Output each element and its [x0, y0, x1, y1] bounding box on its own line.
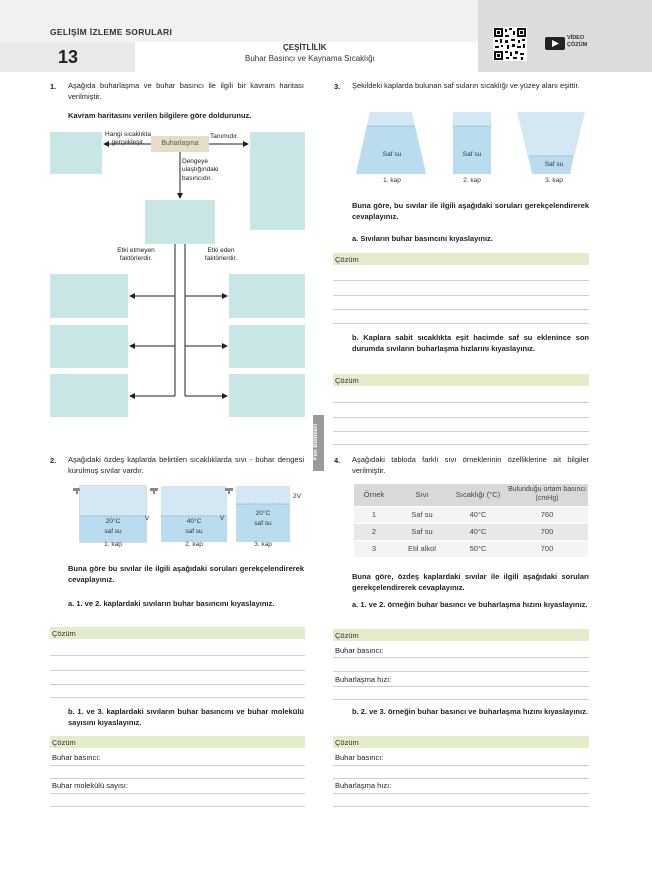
q4-part-b: b. 2. ve 3. örneğin buhar basıncı ve buharlaşma hızını kıyaslayınız. — [352, 707, 588, 716]
topic-title: ÇEŞİTLİLİK — [283, 43, 327, 52]
q3-part-a: a. Sıvıların buhar basıncını kıyaslayınız. — [352, 234, 493, 243]
q3-a-line-2[interactable] — [333, 295, 589, 296]
q1-concept-map-arrows — [0, 0, 320, 430]
q4-b-line-4[interactable] — [333, 806, 589, 807]
q4-number: 4. — [334, 456, 341, 465]
q2-kap1-volume: V — [144, 515, 150, 522]
q3-part-b: b. Kaplara sabit sıcaklıkta eşit hacimde saf su eklenince son durumda sıvıların buharlaşma hızlarını kıyaslayınız. — [352, 333, 589, 354]
q4-cell: 3 — [354, 540, 394, 557]
q2-b-line-3[interactable] — [50, 793, 305, 794]
q3-instruction: Buna göre, bu sıvılar ile ilgili aşağıdaki soruları gerekçelendirerek cevaplayınız. — [352, 201, 589, 222]
q2-a-line-2[interactable] — [50, 670, 305, 671]
q2-kap3-liquid: saf su — [254, 520, 272, 527]
q2-prompt: Aşağıdaki özdeş kaplarda belirtilen sıcaklıklarda sıvı - buhar dengesi kurulmuş sıvılar vardır. — [68, 455, 304, 476]
q1-prompt: Aşağıda buharlaşma ve buhar basıncı ile ilgili bir kavram haritası verilmiştir. — [68, 81, 304, 102]
q4-a-line-4[interactable] — [333, 699, 589, 700]
q4-cell: 1 — [354, 506, 394, 523]
video-label-line1: VİDEO — [567, 35, 585, 41]
q2-a-line-1[interactable] — [50, 655, 305, 656]
q3-b-line-4[interactable] — [333, 444, 589, 445]
table-row — [354, 523, 588, 540]
q2-a-solution-band: Çözüm — [50, 627, 305, 639]
q2-a-line-4[interactable] — [50, 697, 305, 698]
q3-kap1-liquid: Saf su — [382, 151, 402, 158]
q4-cell: 700 — [506, 523, 588, 540]
q3-a-line-4[interactable] — [333, 323, 589, 324]
series-title: GELİŞİM İZLEME SORULARI — [50, 27, 173, 37]
q4-b-rate-label: Buharlaşma hızı: — [335, 781, 392, 790]
q2-kap2-caption: 2. kap — [185, 541, 203, 548]
q3-a-solution-band: Çözüm — [333, 253, 589, 265]
q3-kap1-caption: 1. kap — [383, 177, 401, 184]
q1-label-temperature: Hangi sıcaklıkta gerçekleşir. — [105, 131, 151, 147]
q2-b-pressure-label: Buhar basıncı: — [52, 753, 101, 762]
q4-cell: 2 — [354, 523, 394, 540]
q4-cell: 50°C — [450, 540, 506, 557]
table-row — [354, 540, 588, 557]
topic-subtitle: Buhar Basıncı ve Kaynama Sıcaklığı — [245, 54, 375, 63]
q2-b-molecule-label: Buhar molekülü sayısı: — [52, 781, 128, 790]
video-label-line2: ÇÖZÜM — [567, 41, 588, 48]
q4-th-sivi: Sıvı — [394, 484, 450, 506]
q2-kap2-liquid: saf su — [185, 528, 203, 535]
video-play-icon[interactable] — [545, 37, 565, 50]
q3-kap3-caption: 3. kap — [545, 177, 563, 184]
qr-code-icon[interactable] — [493, 27, 527, 61]
q4-a-line-1[interactable] — [333, 657, 589, 658]
q3-b-line-1[interactable] — [333, 402, 589, 403]
q4-th-sicaklik: Sıcaklığı (°C) — [450, 484, 506, 506]
page-number: 13 — [58, 47, 79, 67]
q3-b-solution-band: Çözüm — [333, 374, 589, 386]
q3-b-line-2[interactable] — [333, 417, 589, 418]
q2-part-b: b. 1. ve 3. kaplardaki sıvıların buhar basıncını ve buhar molekülü sayısını kıyaslayınız. — [68, 707, 304, 728]
q4-th-ornek: Örnek — [354, 484, 394, 506]
q3-prompt: Şekildeki kaplarda bulunan saf suların sıcaklığı ve yüzey alanı eşittir. — [352, 81, 580, 90]
video-solution-label[interactable] — [567, 35, 587, 49]
q4-a-rate-label: Buharlaşma hızı: — [335, 675, 392, 684]
q4-b-line-2[interactable] — [333, 778, 589, 779]
q1-center-concept: Buharlaşma — [151, 136, 209, 152]
q2-b-solution-band: Çözüm — [50, 736, 305, 748]
q4-a-solution-band: Çözüm — [333, 629, 589, 641]
q4-b-solution-band: Çözüm — [333, 736, 589, 748]
q4-cell: Etil alkol — [394, 540, 450, 557]
q4-part-a: a. 1. ve 2. örneğin buhar basıncı ve buharlaşma hızını kıyaslayınız. — [352, 600, 588, 609]
q2-kap1-caption: 1. kap — [104, 541, 122, 548]
q3-a-line-3[interactable] — [333, 309, 589, 310]
q4-a-pressure-label: Buhar basıncı: — [335, 646, 384, 655]
q2-number: 2. — [50, 456, 57, 465]
q2-a-line-3[interactable] — [50, 684, 305, 685]
q4-b-line-3[interactable] — [333, 793, 589, 794]
q4-cell: 700 — [506, 540, 588, 557]
q3-kap2-caption: 2. kap — [463, 177, 481, 184]
q1-label-equilibrium: Dengeye ulaştığındaki basıncıdır. — [182, 158, 219, 182]
q1-label-definition: Tanımıdır. — [210, 133, 239, 140]
q2-instruction: Buna göre bu sıvılar ile ilgili aşağıdaki soruları gerekçelendirerek cevaplayınız. — [68, 564, 304, 585]
q1-label-no-effect: Etki etmeyen faktörlerdir. — [117, 247, 155, 263]
q4-prompt: Aşağıdaki tabloda farklı sıvı örneklerinin özelliklerine ait bilgiler verilmiştir. — [352, 455, 589, 476]
q3-a-line-1[interactable] — [333, 280, 589, 281]
q2-b-line-2[interactable] — [50, 778, 305, 779]
q1-label-effect: Etki eden faktörlerdir. — [204, 247, 238, 263]
q2-kap3-temp: 20°C — [255, 510, 271, 517]
q2-part-a: a. 1. ve 2. kaplardaki sıvıların buhar basıncını kıyaslayınız. — [68, 599, 275, 608]
q4-cell: Saf su — [394, 506, 450, 523]
q2-b-line-1[interactable] — [50, 765, 305, 766]
q4-b-pressure-label: Buhar basıncı: — [335, 753, 384, 762]
q4-th-basinc: Bulunduğu ortam basıncı (cmHg) — [506, 484, 588, 506]
q1-number: 1. — [50, 82, 57, 91]
q2-b-line-4[interactable] — [50, 806, 305, 807]
side-tab: Fen Bilimleri — [313, 415, 324, 471]
q3-kap2-liquid: Saf su — [462, 151, 482, 158]
q4-cell: Saf su — [394, 523, 450, 540]
q3-b-line-3[interactable] — [333, 431, 589, 432]
q1-instruction: Kavram haritasını verilen bilgilere göre doldurunuz. — [68, 111, 252, 120]
q3-number: 3. — [334, 82, 341, 91]
q4-cell: 40°C — [450, 523, 506, 540]
q4-b-line-1[interactable] — [333, 765, 589, 766]
q2-kap2-volume: V — [219, 515, 225, 522]
q4-a-line-3[interactable] — [333, 686, 589, 687]
q2-kap1-liquid: saf su — [104, 528, 122, 535]
q2-kap3-caption: 3. kap — [254, 541, 272, 548]
q4-cell: 40°C — [450, 506, 506, 523]
table-row — [354, 506, 588, 523]
q4-instruction: Buna göre, özdeş kaplardaki sıvılar ile ilgili aşağıdaki soruları gerekçelendirerek cevaplayınız. — [352, 572, 589, 593]
q3-kap3-liquid: Saf su — [544, 161, 564, 168]
q4-data-table — [354, 484, 588, 557]
q2-kap3-volume: 2V — [293, 493, 301, 500]
q2-kap1-temp: 20°C — [105, 518, 121, 525]
q4-cell: 760 — [506, 506, 588, 523]
q2-kap2-temp: 40°C — [186, 518, 202, 525]
q4-a-line-2[interactable] — [333, 671, 589, 672]
